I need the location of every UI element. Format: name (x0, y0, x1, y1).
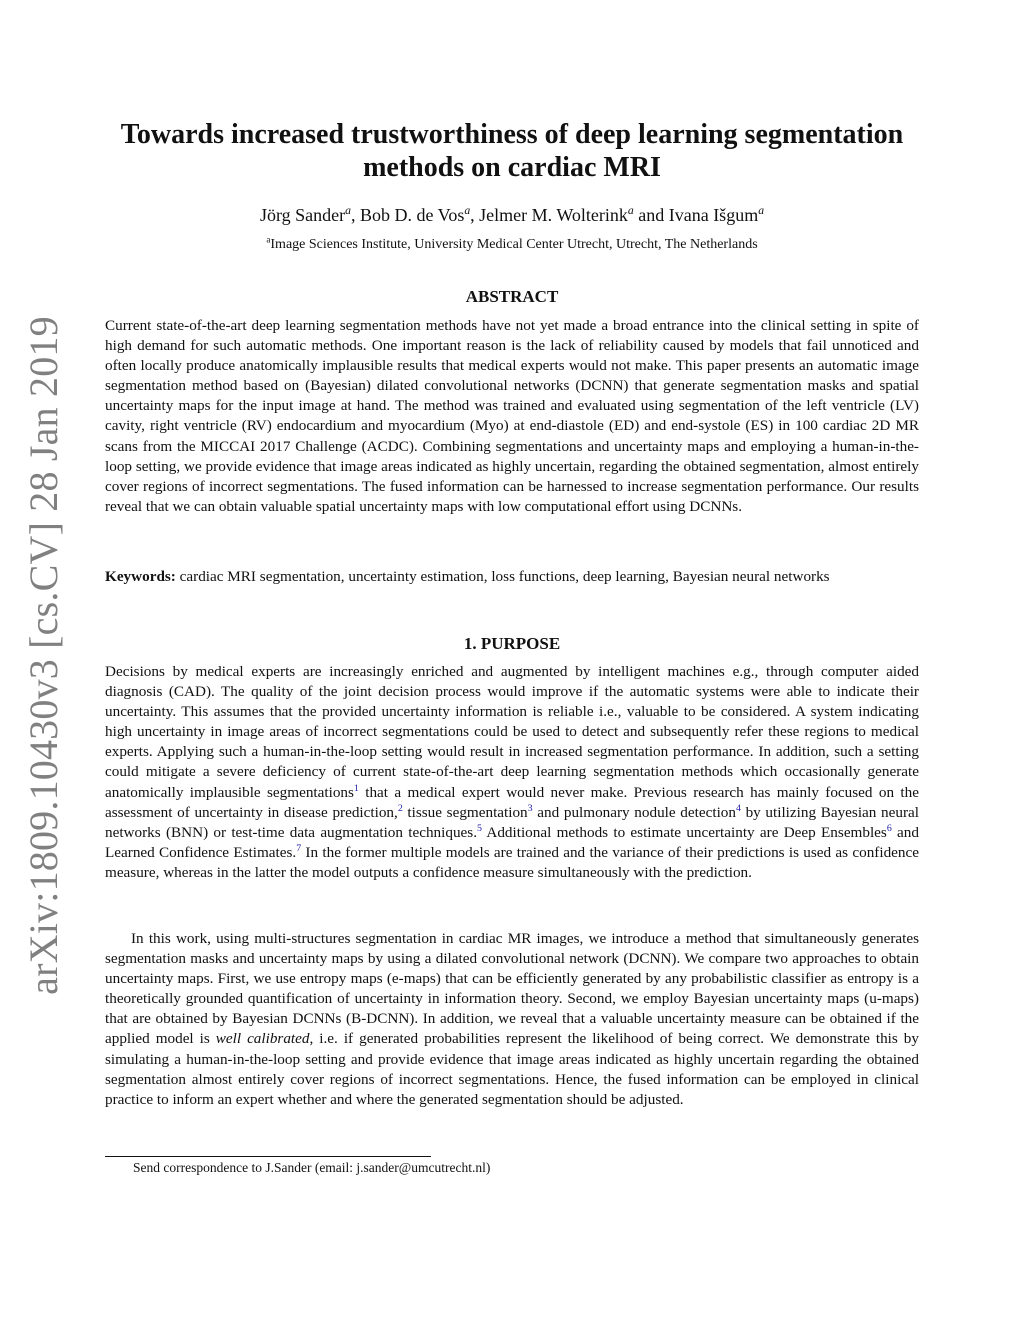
paragraph-text: and Learned Confidence Estimates. (105, 823, 919, 861)
citation-reference[interactable]: 4 (735, 802, 741, 814)
keywords-label: Keywords: (105, 568, 176, 585)
author-affiliation-mark: a (464, 204, 471, 217)
paragraph-text: In this work, using multi-structures segmentation in cardiac MR images, we introduce a method that simultaneously generates segmentation masks and uncertainty maps by using a dilated convolutional network (DCNN). We compare two approaches to obtain uncertainty maps. First, we use entropy maps (e-maps) that can be efficiently generated by any probabilistic classifier as entropy is a theoretically grounded quantification of uncertainty in information theory. Second, we employ Bayesian uncertainty maps (u-maps) that are obtained by Bayesian DCNNs (B-DCNN). In addition, we reveal that a valuable uncertainty measure can be obtained if the applied model is (105, 930, 919, 1048)
paragraph-text: Decisions by medical experts are increasingly enriched and augmented by intelligent machines e.g., through computer aided diagnosis (CAD). The quality of the joint decision process would improve if the automatic systems were able to indicate their uncertainty. This assumes that the provided uncertainty information is reliable i.e., valuable to be considered. A system indicating high uncertainty in image areas of incorrect segmentations could be used to detect and subsequently refer these regions to medical experts. Applying such a human-in-the-loop setting would result in increased segmentation performance. In addition, such a setting could mitigate a severe deficiency of current state-of-the-art deep learning segmentation methods which occasionally generate anatomically implausible segmentations (105, 663, 919, 801)
author-name: Ivana Išgum (668, 205, 759, 225)
citation-reference[interactable]: 2 (397, 802, 403, 814)
footnote-rule (105, 1156, 431, 1157)
abstract-heading: ABSTRACT (465, 287, 559, 306)
author-name: Bob D. de Vos (359, 205, 465, 225)
author-separator: , (470, 205, 480, 225)
author-list (105, 204, 919, 226)
affiliation (105, 236, 919, 254)
keywords-text: cardiac MRI segmentation, uncertainty estimation, loss functions, deep learning, Bayesian neural networks (179, 568, 830, 585)
paragraph-text: In the former multiple models are trained and the variance of their predictions is used as confidence measure, whereas in the latter the model outputs a confidence measure simultaneously with the prediction. (105, 843, 919, 881)
arxiv-identifier: arXiv:1809.10430v3 [cs.CV] 28 Jan 2019 (20, 315, 66, 995)
affiliation-text: Image Sciences Institute, University Medical Center Utrecht, Utrecht, The Netherlands (270, 237, 758, 252)
paragraph-text: and pulmonary nodule detection (532, 803, 736, 821)
author-affiliation-mark: a (627, 204, 634, 217)
citation-reference[interactable]: 7 (296, 842, 302, 854)
author-separator: , (350, 205, 360, 225)
paragraph-text: by utilizing Bayesian neural networks (BNN) or test-time data augmentation techniques. (105, 803, 919, 841)
author-separator: and (633, 205, 669, 225)
author-name: Jörg Sander (259, 205, 346, 225)
author-affiliation-mark: a (758, 204, 765, 217)
citation-reference[interactable]: 6 (886, 822, 892, 834)
paragraph-text: that a medical expert would never make. Previous research has mainly focused on the assessment of uncertainty in disease prediction, (105, 783, 919, 821)
keywords (105, 567, 919, 587)
paper-title: Towards increased trustworthiness of deep learning segmentation methods on cardiac MRI (120, 119, 904, 183)
paragraph-text: Additional methods to estimate uncertainty are Deep Ensembles (481, 823, 887, 841)
purpose-paragraph-2 (105, 929, 919, 1110)
purpose-paragraph-1 (105, 662, 919, 883)
section-heading-purpose: 1. PURPOSE (463, 634, 561, 653)
paragraph-text: , i.e. if generated probabilities represent the likelihood of being correct. We demonstrate this by simulating a human-in-the-loop setting and provide evidence that image areas indicated as highly uncertain regarding the obtained segmentation almost entirely cover regions of incorrect segmentations. Hence, the fused information can be employed in clinical practice to inform an expert whether and where the generated segmentation should be adjusted. (105, 1030, 919, 1108)
author-affiliation-mark: a (345, 204, 351, 217)
author-name: Jelmer M. Wolterink (479, 205, 628, 225)
citation-reference[interactable]: 1 (353, 782, 359, 794)
emphasis-text: well calibrated (215, 1030, 310, 1048)
affiliation-mark: a (266, 234, 271, 245)
paragraph-text: tissue segmentation (402, 803, 528, 821)
correspondence-footnote: Send correspondence to J.Sander (email: j.sander@umcutrecht.nl) (133, 1160, 491, 1175)
citation-reference[interactable]: 3 (527, 802, 533, 814)
citation-reference[interactable]: 5 (477, 822, 482, 834)
abstract-text: Current state-of-the-art deep learning segmentation methods have not yet made a broad entrance into the clinical setting in spite of high demand for such automatic methods. One important reason is the lack of reliability caused by models that fail unnoticed and often locally produce anatomically implausible results that medical experts would not make. This paper presents an automatic image segmentation method based on (Bayesian) dilated convolutional networks (DCNN) that generate segmentation masks and spatial uncertainty maps for the input image at hand. The method was trained and evaluated using segmentation of the left ventricle (LV) cavity, right ventricle (RV) endocardium and myocardium (Myo) at end-diastole (ED) and end-systole (ES) in 100 cardiac 2D MR scans from the MICCAI 2017 Challenge (ACDC). Combining segmentations and uncertainty maps and employing a human-in-the-loop setting, we provide evidence that image areas indicated as highly uncertain, regarding the obtained segmentation, almost entirely cover regions of incorrect segmentations. The fused information can be harnessed to increase segmentation performance. Our results reveal that we can obtain valuable spatial uncertainty maps with low computational effort using DCNNs. (105, 317, 919, 515)
